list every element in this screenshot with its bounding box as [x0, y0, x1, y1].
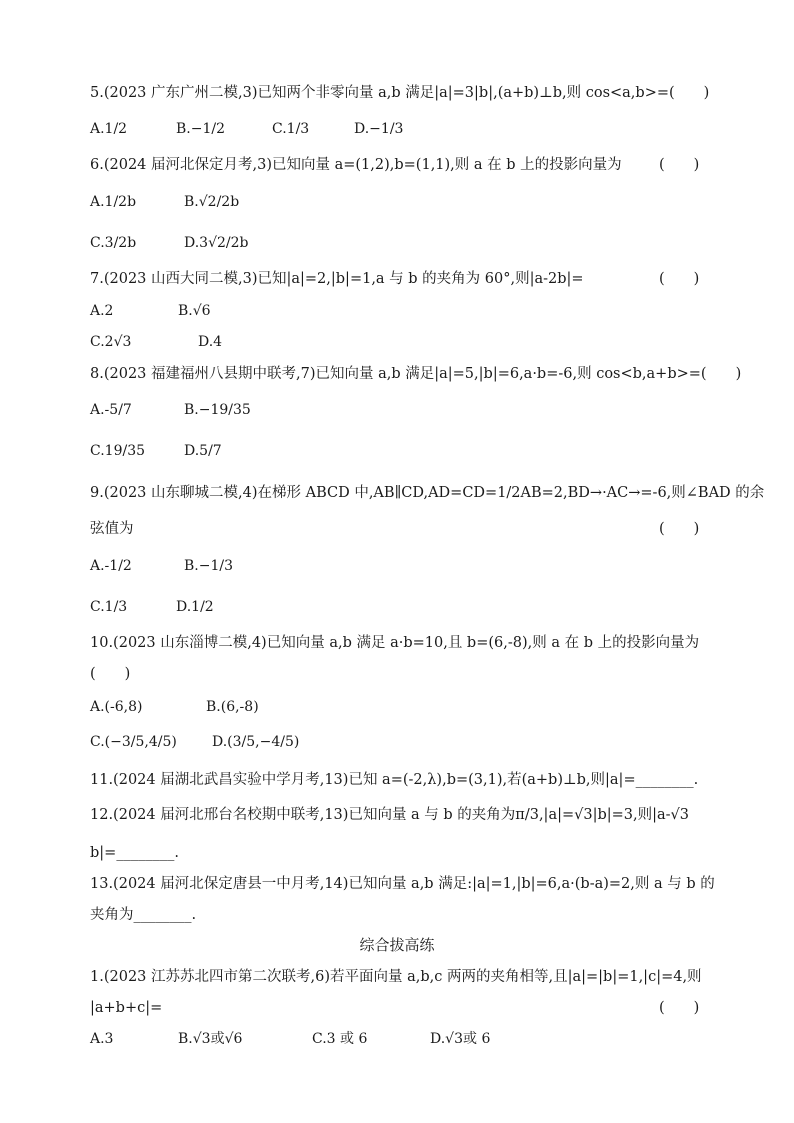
problem-8-option-a: A.-5/7 [90, 402, 132, 418]
problem-6-stem: 6.(2024 届河北保定月考,3)已知向量 a=(1,2),b=(1,1),则 a 在 b 上的投影向量为 [90, 157, 622, 173]
advanced-1-option-a: A.3 [90, 1031, 114, 1047]
problem-7-option-a: A.2 [90, 303, 114, 319]
problem-5-option-c: C.1/3 [272, 121, 310, 137]
advanced-1-option-c: C.3 或 6 [312, 1031, 368, 1047]
problem-9-answer-paren: ( ) [659, 521, 700, 537]
problem-9-option-b: B.−1/3 [184, 558, 233, 574]
problem-5-option-a: A.1/2 [90, 121, 128, 137]
problem-9-option-c: C.1/3 [90, 599, 128, 615]
problem-7-option-d: D.4 [198, 334, 223, 350]
problem-10-answer-paren: ( ) [90, 666, 131, 682]
problem-6-option-d: D.3√2/2b [184, 235, 249, 251]
problem-5-option-b: B.−1/2 [176, 121, 225, 137]
section-title: 综合拔高练 [359, 936, 435, 954]
problem-9-option-a: A.-1/2 [90, 558, 132, 574]
problem-5-option-d: D.−1/3 [354, 121, 404, 137]
problem-6-option-b: B.√2/2b [184, 194, 240, 210]
problem-9-stem-line-1: 9.(2023 山东聊城二模,4)在梯形 ABCD 中,AB∥CD,AD=CD=1/2AB=2,BD→·AC→=-6,则∠BAD 的余 [90, 485, 765, 501]
problem-8-option-d: D.5/7 [184, 443, 222, 459]
advanced-1-option-b: B.√3或√6 [178, 1031, 243, 1047]
advanced-1-answer-paren: ( ) [659, 1000, 700, 1016]
problem-7-option-c: C.2√3 [90, 334, 132, 350]
problem-5-stem: 5.(2023 广东广州二模,3)已知两个非零向量 a,b 满足|a|=3|b|,(a+b)⊥b,则 cos<a,b>=( ) [90, 85, 710, 101]
problem-6-option-c: C.3/2b [90, 235, 137, 251]
problem-12-stem-line-2: b|=________. [90, 845, 179, 861]
problem-10-option-b: B.(6,-8) [206, 699, 259, 715]
advanced-1-stem-line-1: 1.(2023 江苏苏北四市第二次联考,6)若平面向量 a,b,c 两两的夹角相等,且|a|=|b|=1,|c|=4,则 [90, 969, 702, 985]
problem-8-stem: 8.(2023 福建福州八县期中联考,7)已知向量 a,b 满足|a|=5,|b|=6,a·b=-6,则 cos<b,a+b>=( ) [90, 366, 742, 382]
problem-11-stem: 11.(2024 届湖北武昌实验中学月考,13)已知 a=(-2,λ),b=(3,1),若(a+b)⊥b,则|a|=________. [90, 772, 699, 788]
problem-7-option-b: B.√6 [178, 303, 211, 319]
advanced-1-option-d: D.√3或 6 [430, 1031, 491, 1047]
problem-7-answer-paren: ( ) [659, 271, 700, 287]
problem-10-option-a: A.(-6,8) [90, 699, 143, 715]
problem-8-option-b: B.−19/35 [184, 402, 251, 418]
problem-6-option-a: A.1/2b [90, 194, 137, 210]
advanced-1-stem-line-2: |a+b+c|= [90, 1000, 163, 1016]
problem-13-stem-line-1: 13.(2024 届河北保定唐县一中月考,14)已知向量 a,b 满足:|a|=1,|b|=6,a·(b-a)=2,则 a 与 b 的 [90, 876, 715, 892]
problem-6-answer-paren: ( ) [659, 157, 700, 173]
problem-7-stem: 7.(2023 山西大同二模,3)已知|a|=2,|b|=1,a 与 b 的夹角为 60°,则|a-2b|= [90, 271, 584, 287]
problem-12-stem-line-1: 12.(2024 届河北邢台名校期中联考,13)已知向量 a 与 b 的夹角为π/3,|a|=√3|b|=3,则|a-√3 [90, 807, 690, 823]
problem-9-option-d: D.1/2 [176, 599, 214, 615]
problem-10-option-d: D.(3/5,−4/5) [212, 734, 300, 750]
problem-13-stem-line-2: 夹角为________. [90, 907, 197, 923]
problem-10-stem-line-1: 10.(2023 山东淄博二模,4)已知向量 a,b 满足 a·b=10,且 b=(6,-8),则 a 在 b 上的投影向量为 [90, 635, 700, 651]
problem-9-stem-line-2: 弦值为 [90, 521, 134, 537]
problem-10-option-c: C.(−3/5,4/5) [90, 734, 177, 750]
problem-8-option-c: C.19/35 [90, 443, 146, 459]
